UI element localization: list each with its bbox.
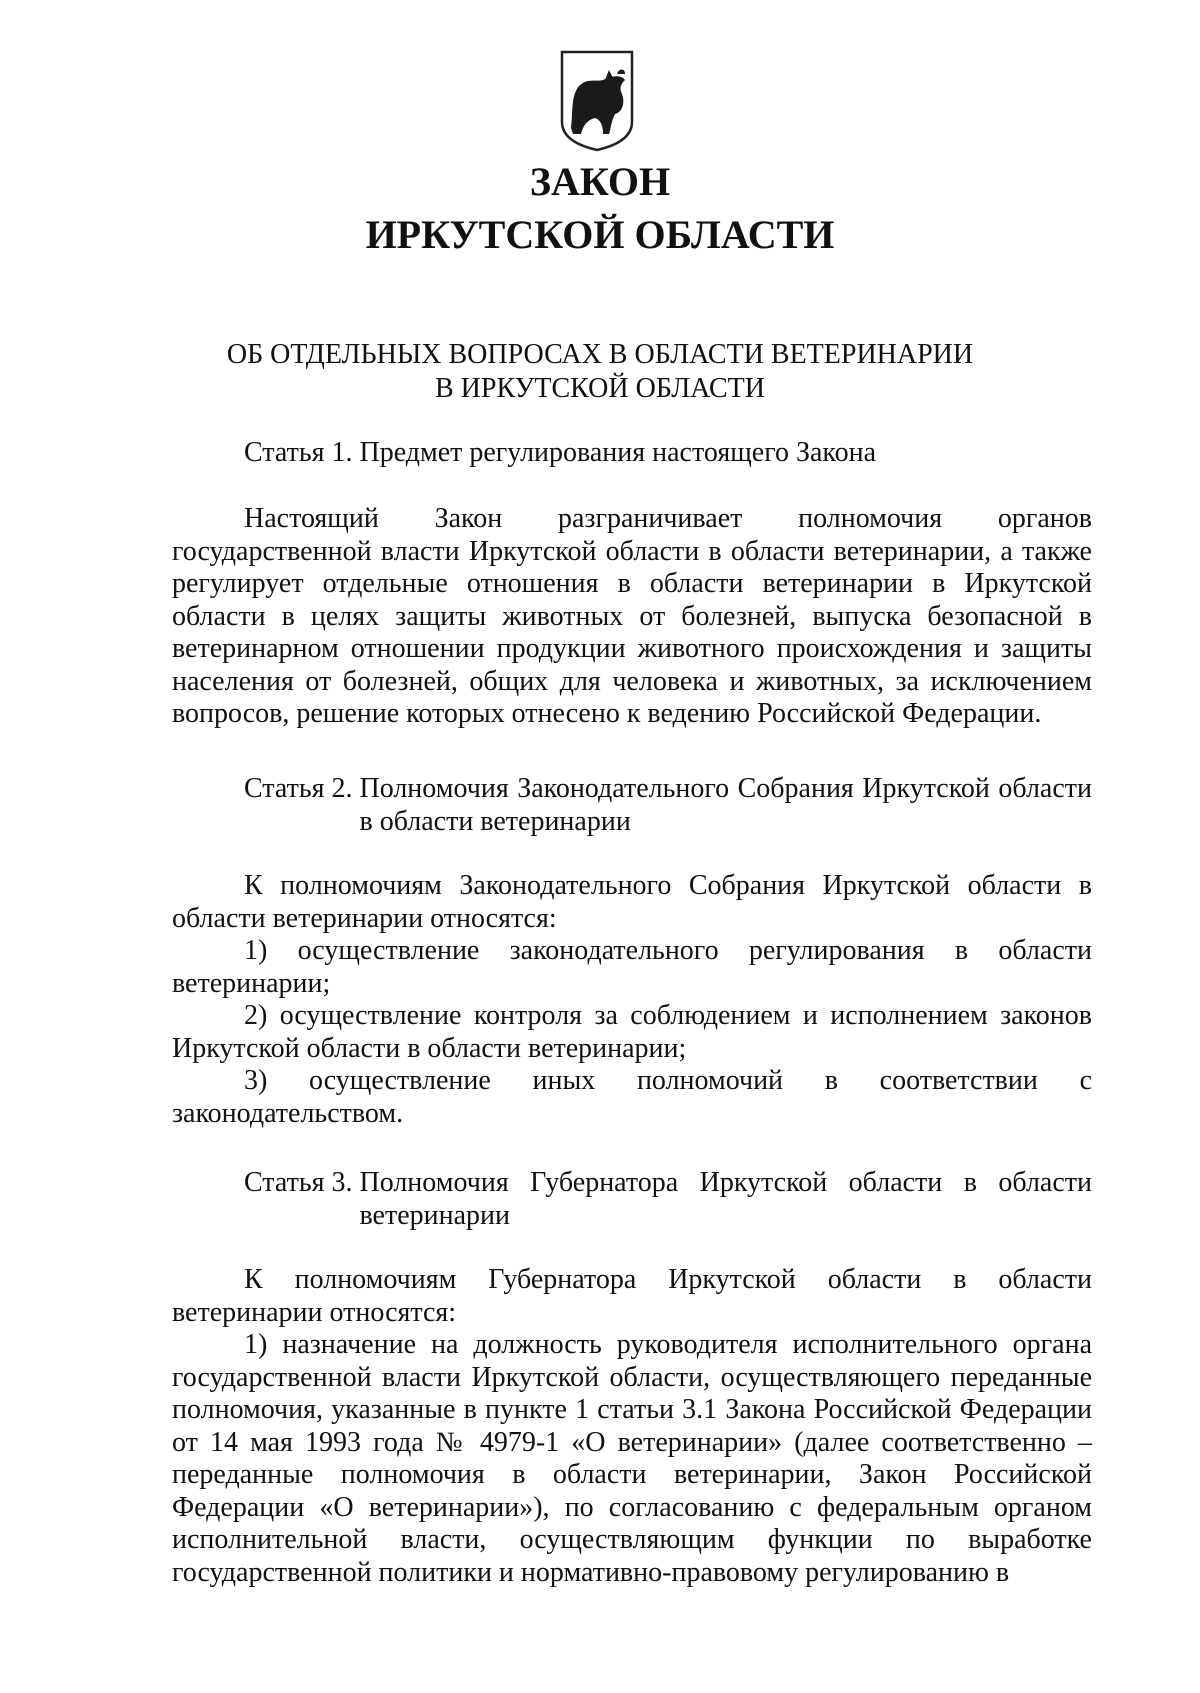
coat-of-arms-emblem	[559, 50, 635, 152]
list-item: 2) осуществление контроля за соблюдением и исполнением законов Иркутской области в области ветеринарии;	[172, 1000, 1092, 1064]
article-2-body	[172, 870, 1092, 1130]
law-subtitle	[0, 338, 1200, 406]
subtitle-line: ОБ ОТДЕЛЬНЫХ ВОПРОСАХ В ОБЛАСТИ ВЕТЕРИНАРИИ	[226, 339, 974, 370]
list-item: 1) осуществление законодательного регулирования в области ветеринарии;	[172, 935, 1092, 999]
article-3-heading	[172, 1167, 1092, 1232]
paragraph: К полномочиям Законодательного Собрания Иркутской области в области ветеринарии относятся:	[172, 870, 1092, 934]
article-heading: Статья 1. Предмет регулирования настоящего Закона	[244, 437, 877, 468]
article-number: Статья 2.	[244, 773, 360, 804]
paragraph: К полномочиям Губернатора Иркутской области в области ветеринарии относятся:	[172, 1264, 1092, 1328]
article-number: Статья 3.	[244, 1167, 360, 1198]
subtitle-line: В ИРКУТСКОЙ ОБЛАСТИ	[434, 373, 766, 404]
article-1-heading	[172, 437, 1092, 470]
article-title: Полномочия Губернатора Иркутской области в области ветеринарии	[359, 1167, 1092, 1231]
document-title: ЗАКОН	[529, 159, 671, 204]
list-item: 1) назначение на должность руководителя исполнительного органа государственной власти Иркутской области, осуществляющего переданные полномочия, указанные в пункте 1 статьи 3.1 Закона Российской Федерации от 14 мая 1993 года № 4979-1 «О ветеринарии» (далее соответственно – переданные полномочия в области ветеринарии, Закон Российской Федерации «О ветеринарии»), по согласованию с федеральным органом исполнительной власти, осуществляющим функции по выработке государственной политики и нормативно-правовому регулированию в	[172, 1329, 1092, 1588]
paragraph: Настоящий Закон разграничивает полномочия органов государственной власти Иркутской области в области ветеринарии, а также регулирует отдельные отношения в области ветеринарии в Иркутской области в целях защиты животных от болезней, выпуска безопасной в ветеринарном отношении продукции животного происхождения и защиты населения от болезней, общих для человека и животных, за исключением вопросов, решение которых отнесено к ведению Российской Федерации.	[172, 503, 1092, 729]
document-title-region: ИРКУТСКОЙ ОБЛАСТИ	[365, 212, 835, 257]
article-3-body	[172, 1264, 1092, 1589]
list-item: 3) осуществление иных полномочий в соответствии с законодательством.	[172, 1065, 1092, 1129]
article-1-body	[172, 503, 1092, 731]
article-2-heading	[172, 773, 1092, 838]
article-title: Полномочия Законодательного Собрания Иркутской области в области ветеринарии	[359, 773, 1092, 837]
